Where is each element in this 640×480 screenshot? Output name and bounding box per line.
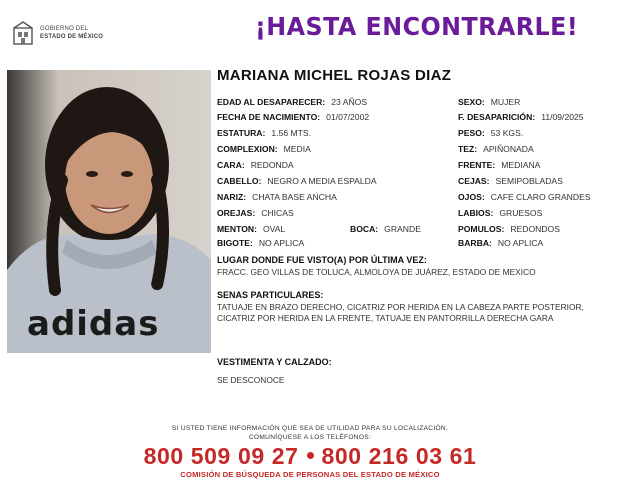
clothing-title: VESTIMENTA Y CALZADO:	[217, 357, 332, 367]
last-seen-text: FRACC. GEO VILLAS DE TOLUCA, ALMOLOYA DE JUÁREZ, ESTADO DE MEXICO	[217, 267, 536, 277]
field-orejas: OREJAS: CHICAS	[217, 208, 294, 218]
field-complexion: COMPLEXION: MEDIA	[217, 144, 311, 154]
person-name: MARIANA MICHEL ROJAS DIAZ	[217, 67, 452, 84]
phone-number-2[interactable]: 800 216 03 61	[321, 443, 477, 469]
field-tez: TEZ: APIÑONADA	[458, 144, 534, 154]
bullet-dot-icon	[307, 452, 314, 459]
field-ojos: OJOS: CAFE CLARO GRANDES	[458, 192, 591, 202]
marks-text: TATUAJE EN BRAZO DERECHO, CICATRIZ POR HERIDA EN LA CABEZA PARTE POSTERIOR, CICATRIZ POR HERIDA EN LA FRENTE, TATUAJE EN PANTORRILLA DERECHA GARA	[217, 302, 584, 323]
hoodie-print-text: adidas	[27, 304, 160, 344]
field-pomulos: POMULOS: REDONDOS	[458, 224, 560, 234]
government-logo	[8, 20, 128, 50]
field-labios: LABIOS: GRUESOS	[458, 208, 543, 218]
headline: ¡HASTA ENCONTRARLE!	[255, 12, 579, 41]
field-fecha-nacimiento: FECHA DE NACIMIENTO: 01/07/2002	[217, 112, 370, 122]
clothing-text: SE DESCONOCE	[217, 375, 285, 385]
field-cabello: CABELLO: NEGRO A MEDIA ESPALDA	[217, 176, 377, 186]
crest-icon	[12, 20, 34, 46]
last-seen-title: LUGAR DONDE FUE VISTO(A) POR ÚLTIMA VEZ:	[217, 255, 427, 265]
footer-note-line-1: SI USTED TIENE INFORMACIÓN QUE SEA DE UTILIDAD PARA SU LOCALIZACIÓN,	[171, 425, 449, 432]
marks-title: SENAS PARTICULARES:	[217, 290, 324, 300]
field-estatura: ESTATURA: 1.56 MTS.	[217, 128, 312, 138]
commission-name: COMISIÓN DE BÚSQUEDA DE PERSONAS DEL ESTADO DE MÉXICO	[180, 470, 440, 479]
field-barba: BARBA: NO APLICA	[458, 238, 544, 248]
field-sexo: SEXO: MUJER	[458, 97, 521, 107]
missing-person-photo	[7, 70, 211, 353]
phone-number-1[interactable]: 800 509 09 27	[143, 443, 299, 469]
field-menton: MENTON: OVAL	[217, 224, 286, 234]
field-nariz: NARIZ: CHATA BASE ANCHA	[217, 192, 337, 202]
field-frente: FRENTE: MEDIANA	[458, 160, 541, 170]
logo-line-1: GOBIERNO DEL	[40, 26, 89, 32]
field-boca: BOCA: GRANDE	[350, 224, 421, 234]
field-cara: CARA: REDONDA	[217, 160, 294, 170]
field-f-desaparicion: F. DESAPARICIÓN: 11/09/2025	[458, 112, 584, 122]
footer-note-line-2: COMUNÍQUESE A LOS TELÉFONOS:	[248, 434, 372, 441]
logo-line-2: ESTADO DE MÉXICO	[40, 34, 104, 40]
field-cejas: CEJAS: SEMIPOBLADAS	[458, 176, 563, 186]
field-peso: PESO: 53 KGS.	[458, 128, 524, 138]
phone-numbers	[0, 443, 620, 470]
field-edad: EDAD AL DESAPARECER: 23 AÑOS	[217, 97, 368, 107]
field-bigote: BIGOTE: NO APLICA	[217, 238, 305, 248]
